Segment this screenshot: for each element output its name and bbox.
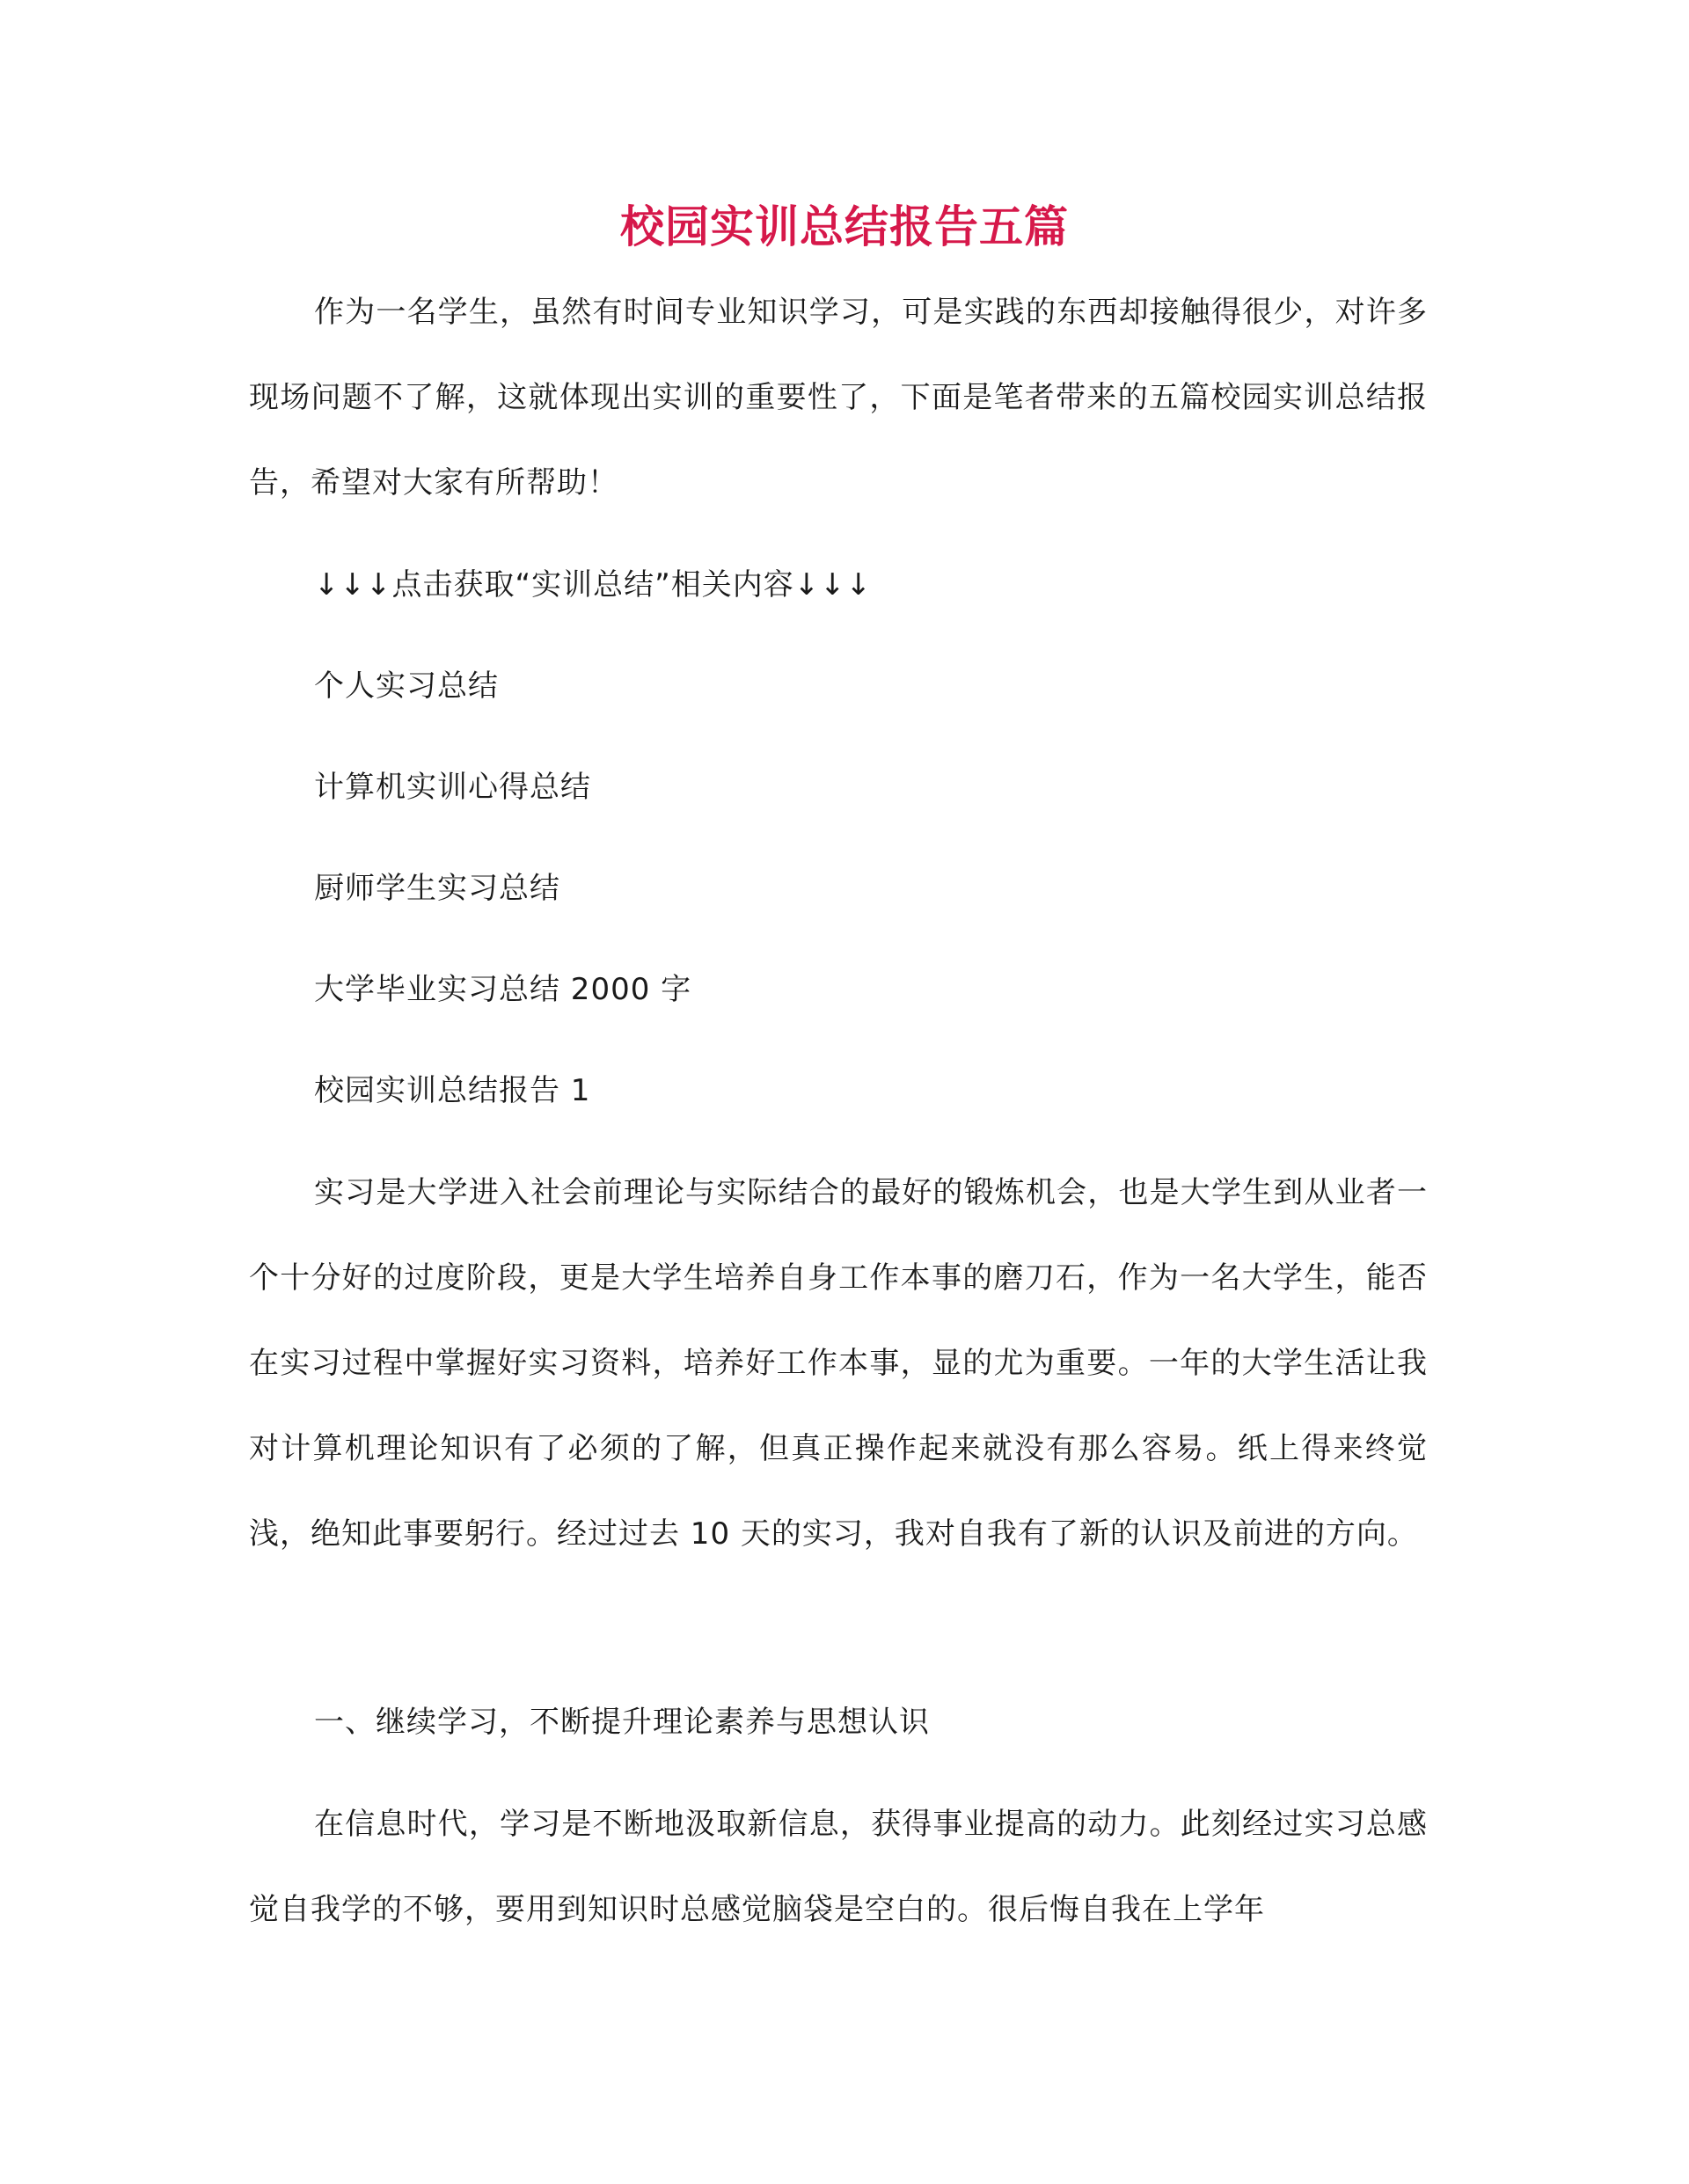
related-link-personal-internship[interactable]: 个人实习总结 (314, 668, 499, 704)
document-title: 校园实训总结报告五篇 (620, 201, 1069, 252)
related-link-computer-training[interactable]: 计算机实训心得总结 (314, 770, 591, 805)
related-content-header: ↓↓↓点击获取“实训总结”相关内容↓↓↓ (314, 567, 873, 603)
section-heading-1: 一、继续学习，不断提升理论素养与思想认识 (314, 1705, 930, 1740)
related-link-chef-internship[interactable]: 厨师学生实习总结 (314, 871, 560, 906)
body-paragraph-2: 在信息时代，学习是不断地汲取新信息，获得事业提高的动力。此刻经过实习总感觉自我学的不够，要用到知识时总感觉脑袋是空白的。很后悔自我在上学年 (249, 1807, 1428, 1927)
section-title: 校园实训总结报告 1 (314, 1073, 591, 1108)
related-link-graduation-internship[interactable]: 大学毕业实习总结 2000 字 (314, 972, 692, 1007)
intro-paragraph: 作为一名学生，虽然有时间专业知识学习，可是实践的东西却接触得很少，对许多现场问题不了解，这就体现出实训的重要性了，下面是笔者带来的五篇校园实训总结报告，希望对大家有所帮助！ (249, 295, 1428, 500)
body-paragraph-1: 实习是大学进入社会前理论与实际结合的最好的锻炼机会，也是大学生到从业者一个十分好的过度阶段，更是大学生培养自身工作本事的磨刀石，作为一名大学生，能否在实习过程中掌握好实习资料，培养好工作本事，显的尤为重要。一年的大学生活让我对计算机理论知识有了必须的了解，但真正操作起来就没有那么容易。纸上得来终觉浅，绝知此事要躬行。经过过去 10 天的实习，我对自我有了新的认识及前进的方向。 (249, 1175, 1428, 1552)
